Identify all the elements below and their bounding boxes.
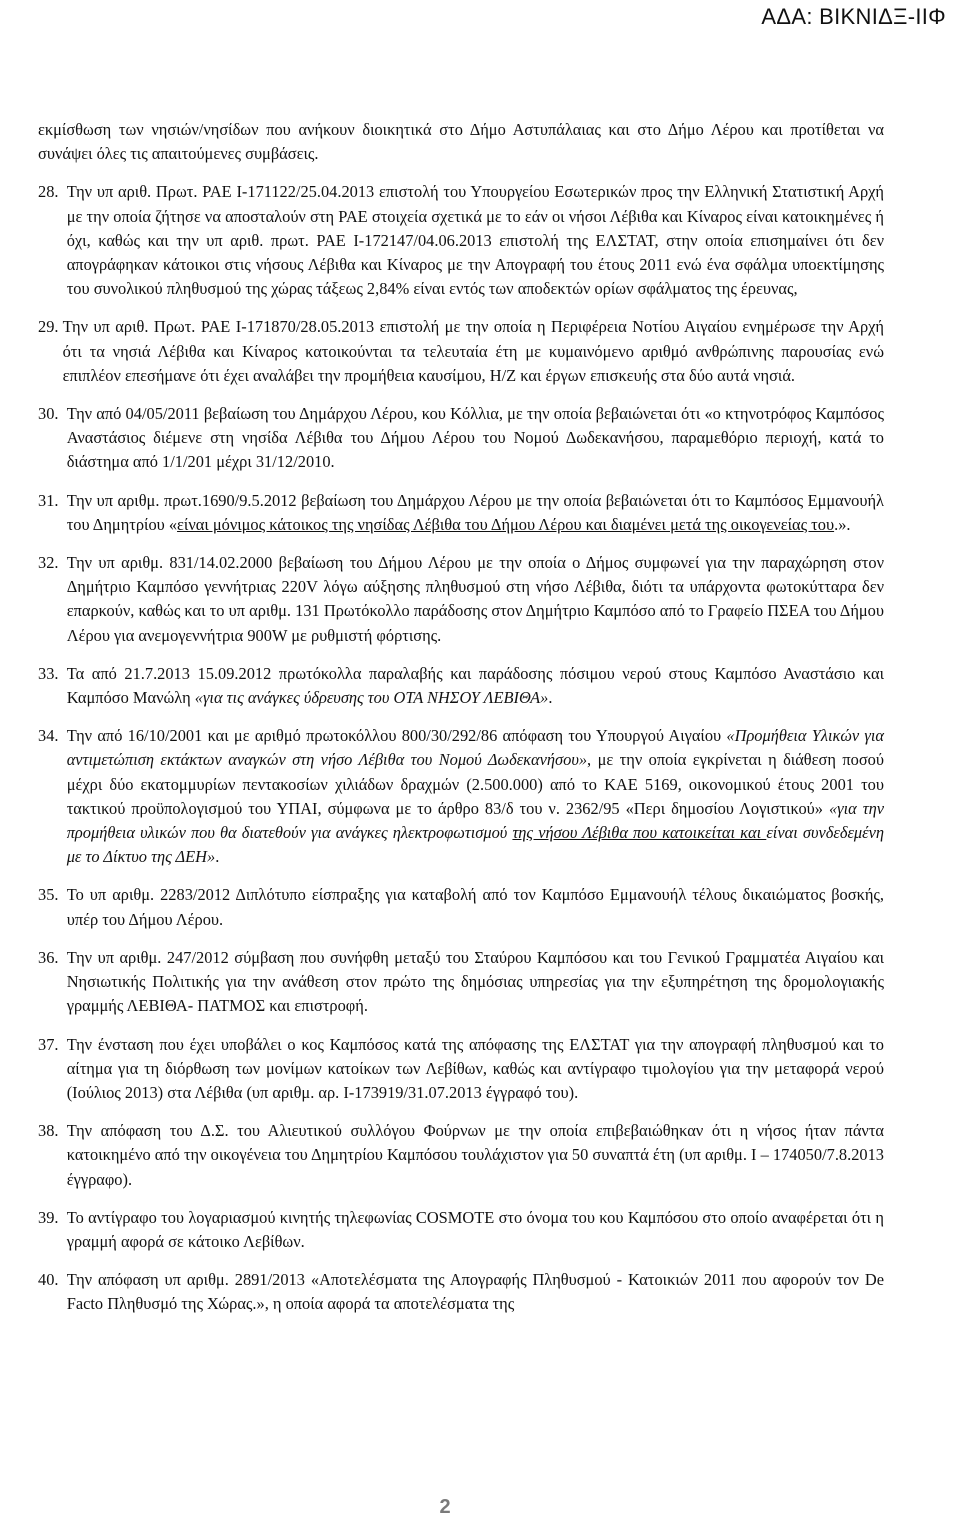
document-body [38, 118, 884, 1331]
list-item [38, 946, 884, 1019]
list-item [38, 883, 884, 931]
item-number-gap [59, 180, 67, 301]
emphasized-text: «Προμήθεια Υλικών για αντιμετώπιση εκτάκτων αναγκών στη νήσο Λέβιθα του Νομού Δωδεκανήσου» [66, 726, 884, 770]
list-item [38, 180, 884, 301]
item-text [63, 315, 884, 388]
item-number-gap [59, 946, 67, 1019]
list-item [38, 489, 884, 537]
text-run: Την υπ αριθμ. 831/14.02.2000 βεβαίωση του Δήμου Λέρου με την οποία ο Δήμος συμφωνεί για την παραχώρηση στον Δημήτριο Καμπόσο γεννήτριας 220V λόγω αύξησης πληθυσμού στη νήσο Λέβιθα, διότι τα υπάρχοντα φωτοκύτταρα δεν επαρκούν, καθώς και το υπ αριθμ. 131 Πρωτόκολλο παράδοσης στον Δημήτριο Καμπόσο από το Γραφείο ΠΣΕΑ του Δήμου Λέρου για ανεμογεννήτρια 900W με ρυθμιστή φόρτισης. [66, 553, 884, 645]
text-run: Την υπ αριθ. Πρωτ. ΡΑΕ Ι-171122/25.04.2013 επιστολή του Υπουργείου Εσωτερικών προς την Ελληνική Στατιστική Αρχή με την οποία ζήτησε να αποσταλούν στη ΡΑΕ στοιχεία σχετικά με το εάν οι νήσοι Λέβιθα και Κίναρος είναι κατοικημένες ή όχι, καθώς και την υπ αριθ. πρωτ. ΡΑΕ Ι-172147/04.06.2013 επιστολή της ΕΛΣΤΑΤ, στην οποία επισημαίνει ότι δεν απογράφηκαν κάτοικοι στις νήσους Λέβιθα και Κίναρος με την Απογραφή του έτους 2011 ενώ ένα σφάλμα υποεκτίμησης του συνολικού πληθυσμού της χώρας τάξεως 2,84% είναι εντός των αποδεκτών ορίων σφάλματος της έρευνας, [66, 182, 884, 299]
numbered-list [38, 180, 884, 1316]
list-item [38, 402, 884, 475]
text-run: , με την οποία εγκρίνεται η διάθεση ποσού μέχρι δύο εκατομμυρίων πεντακοσίων χιλιάδων δραχμών (2.500.000) από το ΚΑΕ 5169, οικονομικού έτους 2001 του τακτικού προϋπολογισμού του ΥΠΑΙ, σύμφωνα με το άρθρο 83/δ του ν. 2362/95 «Περι δημοσίου Λογιστικού» [66, 750, 884, 818]
item-text [67, 1206, 884, 1254]
item-text [67, 1119, 884, 1192]
item-text [67, 551, 884, 648]
emphasized-text: «για την προμήθεια υλικών που θα διατεθούν για ανάγκες ηλεκτροφωτισμού [66, 798, 884, 843]
list-item [38, 1206, 884, 1254]
item-number-gap [59, 662, 67, 710]
item-text [67, 180, 884, 301]
text-run: Την υπ αριθ. Πρωτ. ΡΑΕ Ι-171870/28.05.2013 επιστολή με την οποία η Περιφέρεια Νοτίου Αιγαίου ενημέρωσε την Αρχή ότι τα νησιά Λέβιθα και Κίναρος κατοικούνται τα τελευταία έτη με κυμαινόμενο αριθμό ανθρώπινης παρουσίας ενώ επιπλέον επεσήμανε ότι έχει αναλάβει την προμήθεια καυσίμου, Η/Ζ και έργων επισκευής στα δύο αυτά νησιά. [62, 317, 884, 385]
item-text [67, 946, 884, 1019]
emphasized-text: της νήσου Λέβιθα που κατοικείται και [512, 823, 767, 843]
item-number-gap [59, 1206, 67, 1254]
text-run: Το αντίγραφο του λογαριασμού κινητής τηλεφωνίας COSMOTE στο όνομα του κου Καμπόσου στο οποίο αναφέρεται ότι η γραμμή αφορά σε κάτοικο Λεβίθων. [66, 1207, 884, 1251]
text-run: . [548, 688, 553, 708]
list-item [38, 551, 884, 648]
item-number-gap [59, 551, 67, 648]
text-run: .». [834, 514, 851, 534]
item-number: 34. [38, 726, 59, 746]
list-item [38, 724, 884, 869]
item-number: 38. [38, 1121, 59, 1141]
text-run: Τα από 21.7.2013 15.09.2012 πρωτόκολλα παραλαβής και παράδοσης πόσιμου νερού στους Καμπόσο Αναστάσιο και Καμπόσο Μανώλη [66, 663, 884, 708]
item-number: 36. [38, 947, 59, 967]
list-item [38, 1268, 884, 1316]
intro-paragraph: εκμίσθωση των νησιών/νησίδων που ανήκουν διοικητικά στο Δήμο Αστυπάλαιας και στο Δήμο Λέρου και προτίθεται να συνάψει όλες τις απαιτούμενες συμβάσεις. [38, 120, 884, 164]
emphasized-text: «για τις ανάγκες ύδρευσης του ΟΤΑ ΝΗΣΟΥ ΛΕΒΙΘΑ» [194, 688, 549, 708]
item-number: 31. [38, 490, 59, 510]
list-item [38, 1119, 884, 1192]
emphasized-text: είναι μόνιμος κάτοικος της νησίδας Λέβιθα του Δήμου Λέρου και διαμένει μετά της οικογενείας του [177, 514, 835, 534]
item-text [67, 1033, 884, 1106]
item-number-gap [59, 1119, 67, 1192]
list-item [38, 1033, 884, 1106]
item-number: 40. [38, 1270, 59, 1290]
document-id-header: ΑΔΑ: ΒΙΚΝΙΔΞ-ΙΙΦ [761, 4, 946, 29]
item-number: 32. [38, 553, 59, 573]
item-number-gap [59, 489, 67, 537]
item-number: 30. [38, 404, 59, 424]
item-text [67, 724, 884, 869]
item-text [67, 402, 884, 475]
item-number-gap [59, 1033, 67, 1106]
text-run: Την υπ αριθμ. 247/2012 σύμβαση που συνήφθη μεταξύ του Σταύρου Καμπόσου και του Γενικού Γραμματέα Αιγαίου και Νησιωτικής Πολιτικής για την ανάθεση στον πρώτο της δημόσιας υπηρεσίας για την εξυπηρέτηση της δρομολογιακής γραμμής ΛΕΒΙΘΑ- ΠΑΤΜΟΣ και επιστροφή. [66, 947, 884, 1016]
item-number-gap [59, 1268, 67, 1316]
text-run: Την από 04/05/2011 βεβαίωση του Δημάρχου Λέρου, κου Κόλλια, με την οποία βεβαιώνεται ότι «ο κτηνοτρόφος Καμπόσος Αναστάσιος διέμενε στη νησίδα Λέβιθα του Δήμου Λέρου του Νομού Δωδεκανήσου, παραμεθόριο περιοχή, κατά το διάστημα από 1/1/201 μέχρι 31/12/2010. [66, 404, 884, 472]
text-run: Την υπ αριθμ. πρωτ.1690/9.5.2012 βεβαίωση του Δημάρχου Λέρου με την οποία βεβαιώνεται ότι το Καμπόσος Εμμανουήλ του Δημητρίου « [66, 490, 884, 534]
list-item [38, 662, 884, 710]
emphasized-text: είναι συνδεδεμένη με το Δίκτυο της ΔΕΗ» [66, 823, 884, 867]
text-run: Την απόφαση υπ αριθμ. 2891/2013 «Αποτελέσματα της Απογραφής Πληθυσμού - Κατοικιών 2011 που αφορούν τον De Facto Πληθυσμό της Χώρας.», η οποία αφορά τα αποτελέσματα της [66, 1270, 884, 1314]
item-number: 33. [38, 663, 59, 683]
item-number: 39. [38, 1207, 59, 1227]
text-run: Το υπ αριθμ. 2283/2012 Διπλότυπο είσπραξης για καταβολή από τον Καμπόσο Εμμανουήλ τέλους δικαιώματος βοσκής, υπέρ του Δήμου Λέρου. [66, 885, 884, 929]
item-text [67, 662, 884, 710]
text-run: . [215, 847, 220, 867]
item-text [67, 489, 884, 537]
item-text [67, 1268, 884, 1316]
page-number: 2 [439, 1496, 451, 1518]
item-number: 29. [38, 317, 59, 337]
text-run: Την ένσταση που έχει υποβάλει ο κος Καμπόσος κατά της απόφασης της ΕΛΣΤΑΤ για την απογραφή πληθυσμού και το αίτημα για τη διόρθωση των μονίμων κατοίκων των Λεβίθων, καθώς και αντίγραφο τιμολογίου για την μεταφορά νερού (Ιούλιος 2013) στα Λέβιθα (υπ αριθμ. αρ. Ι-173919/31.07.2013 έγγραφό του). [66, 1034, 884, 1102]
list-item [38, 315, 884, 388]
item-number-gap [59, 724, 67, 869]
item-text [67, 883, 884, 931]
text-run: Την απόφαση του Δ.Σ. του Αλιευτικού συλλόγου Φούρνων με την οποία επιβεβαιώθηκαν ότι η νήσος ήταν πάντα κατοικημένο από την οικογένεια του Δημητρίου Καμπόσου τουλάχιστον για 50 συναπτά έτη (υπ αριθμ. Ι – 174050/7.8.2013 έγγραφο). [66, 1121, 884, 1189]
item-number-gap [59, 402, 67, 475]
text-run: Την από 16/10/2001 και με αριθμό πρωτοκόλλου 800/30/292/86 απόφαση του Υπουργού Αιγαίου [66, 726, 727, 746]
item-number: 28. [38, 182, 59, 202]
item-number: 37. [38, 1034, 59, 1054]
item-number: 35. [38, 885, 59, 905]
item-number-gap [59, 883, 67, 931]
